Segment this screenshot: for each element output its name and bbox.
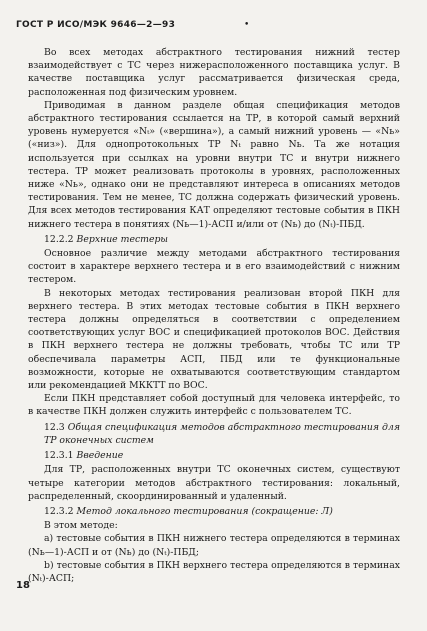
list-item-b: b) тестовые события в ПКН верхнего тестера определяются в терминах (Nₜ)-АСП; <box>28 559 400 584</box>
paragraph-four-categories: Для ТР, расположенных внутри ТС оконечных систем, существуют четыре категории методов абстрактного тестирования: локальный, распределенный, скоординированный и удаленный. <box>28 464 400 502</box>
page-number: 18 <box>16 580 30 591</box>
paragraph-main-difference: Основное различие между методами абстрактного тестирования состоит в характере верхнего тестера и в его взаимодействий с нижним тестером. <box>28 248 400 286</box>
heading-title: Введение <box>76 450 124 462</box>
paragraph-human-interface: Если ПКН представляет собой доступный для человека интерфейс, то в качестве ПКН должен служить интерфейс с пользователем ТС. <box>28 393 400 418</box>
heading-number: 12.3.2 <box>44 505 74 517</box>
header-mark: • <box>244 20 250 30</box>
running-header: ГОСТ Р ИСО/МЭК 9646—2—93 <box>16 20 176 30</box>
paragraph-in-this-method: В этом методе: <box>44 520 118 532</box>
list-item-a: а) тестовые события в ПКН нижнего тестера определяются в терминах (Nь—1)-АСП и от (Nь) до (Nₜ)-ПБД; <box>28 533 400 558</box>
paragraph-general-spec: Приводимая в данном разделе общая спецификация методов абстрактного тестирования ссылается на ТР, в которой самый верхний уровень нумеруется «Nₜ» («вершина»), а самый нижний уровень — «Nь» («низ»). Для однопротокольных ТР Nₜ равно Nь. Та же нотация используется при ссылках на уровни внутри ТС и внутри нижнего тестера. ТР может реализовать протоколы в уровнях, расположенных ниже «Nь», однако они не представляют интереса в описаниях методов тестирования. Тем не менее, ТС должна содержать физический уровень. Для всех методов тестирования КАТ определяют тестовые события в ПКН нижнего тестера в понятиях (Nь—1)-АСП и/или от (Nь) до (Nₜ)-ПБД. <box>28 99 400 230</box>
method-list <box>28 532 400 585</box>
heading-title: Верхние тестеры <box>76 233 169 245</box>
heading-number: 12.2.2 <box>44 233 74 245</box>
heading-title: Метод локального тестирования (сокращение: Л) <box>76 505 333 517</box>
paragraph-second-pcn: В некоторых методах тестирования реализован второй ПКН для верхнего тестера. В этих методах тестовые события в ПКН верхнего тестера должны определяться в соответствии с определением соответствующих услуг ВОС и спецификацией протоколов ВОС. Действия в ПКН верхнего тестера не должны требовать, чтобы ТС или ТР обеспечивала параметры АСП, ПБД или те функциональные возможности, которые не охватываются соответствующим стандартом или рекомендацией МККТТ по ВОС. <box>28 287 400 392</box>
heading-number: 12.3.1 <box>44 450 74 462</box>
paragraph-lower-tester: Во всех методах абстрактного тестирования нижний тестер взаимодействует с ТС через нижерасположенного поставщика услуг. В качестве поставщика услуг рассматривается физическая среда, расположенная под физическим уровнем. <box>28 47 400 98</box>
heading-12-3 <box>28 421 400 447</box>
document-body <box>28 46 400 585</box>
heading-number: 12.3 <box>44 421 65 433</box>
heading-12-2-2 <box>28 233 400 246</box>
heading-12-3-2 <box>28 505 400 518</box>
heading-title: Общая спецификация методов абстрактного тестирования для ТР оконечных систем <box>44 421 400 446</box>
heading-12-3-1 <box>28 449 400 462</box>
